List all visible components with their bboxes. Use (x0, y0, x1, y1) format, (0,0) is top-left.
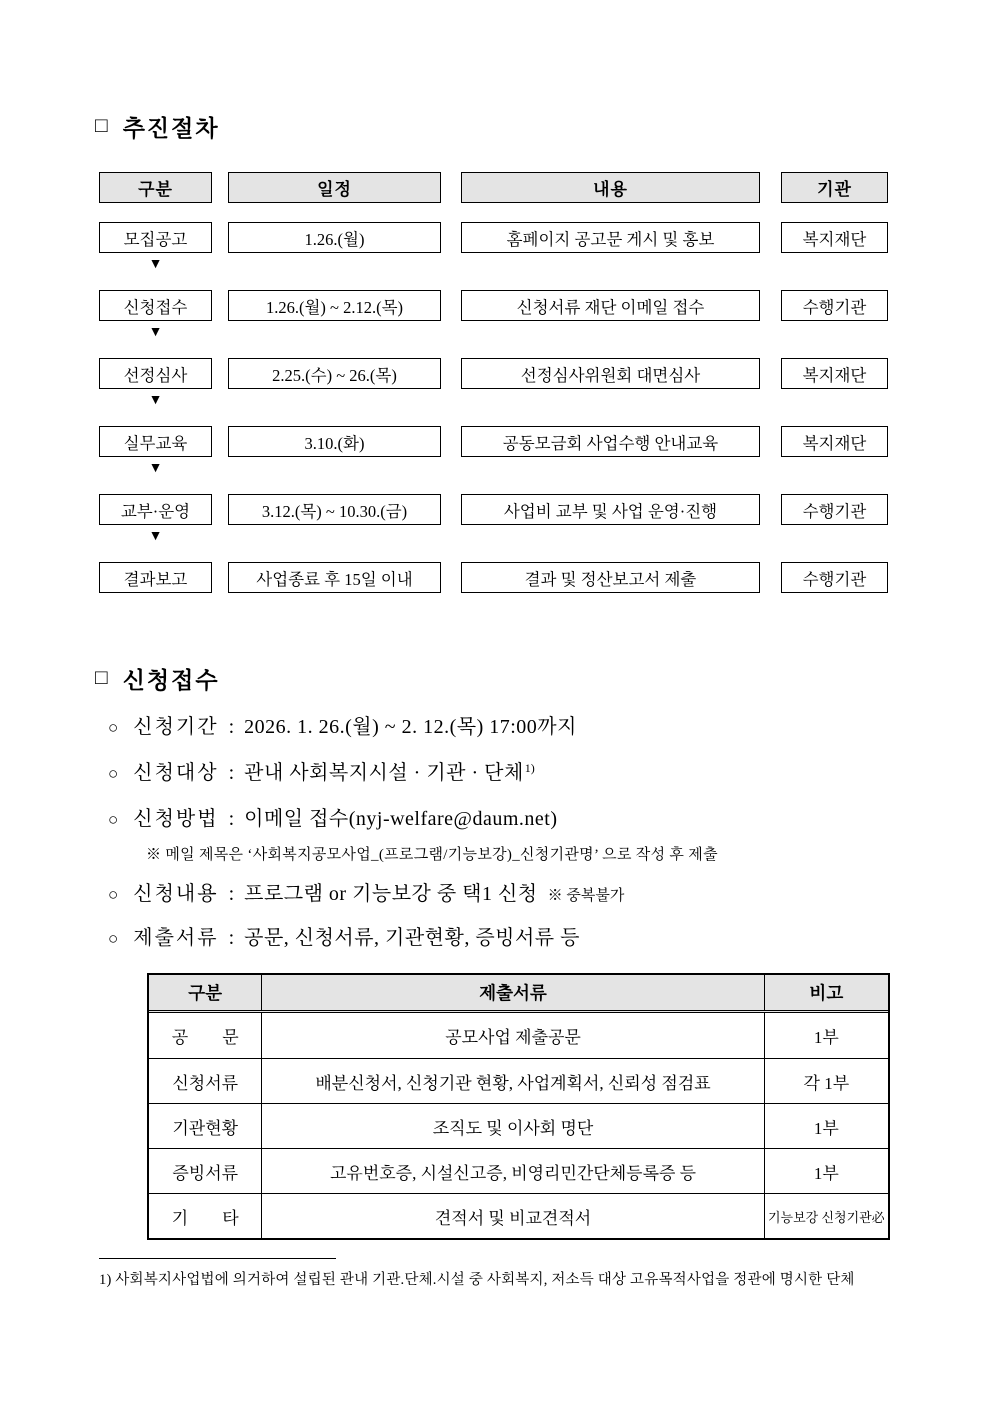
flow-content: 신청서류 재단 이메일 접수 (461, 290, 760, 321)
procedure-flowchart (99, 172, 888, 596)
cell-documents: 고유번호증, 시설신고증, 비영리민간단체등록증 등 (261, 1149, 763, 1193)
flow-row-application (99, 290, 888, 321)
flow-content: 선정심사위원회 대면심사 (461, 358, 760, 389)
cell-note: 1부 (764, 1013, 888, 1058)
flow-agency: 복지재단 (781, 358, 888, 389)
down-arrow-icon: ▼ (148, 325, 163, 340)
down-arrow-icon: ▼ (148, 461, 163, 476)
bullet-label: 신청대상 (133, 762, 219, 784)
flow-content: 공동모금회 사업수행 안내교육 (461, 426, 760, 457)
application-title-text: 신청접수 (122, 668, 220, 693)
col-header-note: 비고 (764, 975, 888, 1010)
flow-step: 결과보고 (99, 562, 212, 593)
bullet-value: 공문, 신청서류, 기관현황, 증빙서류 등 (244, 927, 580, 949)
flow-header-row (99, 172, 888, 203)
flow-schedule: 1.26.(월) (228, 222, 441, 253)
flow-step: 실무교육 (99, 426, 212, 457)
flow-content: 홈페이지 공고문 게시 및 홍보 (461, 222, 760, 253)
bullet-value: 관내 사회복지시설 · 기관 · 단체 (244, 762, 524, 784)
circle-bullet-icon: ○ (108, 810, 119, 829)
footnote-reference: 1) (524, 761, 535, 775)
table-row-evidence-docs (149, 1148, 888, 1193)
cell-category: 기관현황 (172, 1118, 239, 1138)
bullet-apply-content (108, 877, 624, 906)
cell-category: 신청서류 (172, 1073, 239, 1093)
flow-row-grant-operation (99, 494, 888, 525)
flow-agency: 복지재단 (781, 222, 888, 253)
bullet-colon: : (228, 762, 235, 784)
table-row-official-letter (149, 1013, 888, 1058)
flow-step: 신청접수 (99, 290, 212, 321)
table-row-etc (149, 1193, 888, 1238)
circle-bullet-icon: ○ (108, 929, 119, 948)
flow-header-schedule: 일정 (228, 172, 441, 203)
bullet-apply-method (108, 802, 558, 831)
bullet-colon: : (228, 808, 235, 830)
bullet-colon: : (228, 716, 235, 738)
flow-schedule: 3.12.(목) ~ 10.30.(금) (228, 494, 441, 525)
section-checkbox-icon: □ (95, 665, 110, 689)
no-duplicate-note: ※ 중복불가 (547, 888, 625, 904)
down-arrow-icon: ▼ (148, 393, 163, 408)
table-row-application-docs (149, 1058, 888, 1103)
section-checkbox-icon: □ (95, 113, 110, 137)
footnote-divider (99, 1258, 336, 1259)
cell-note: 1부 (764, 1149, 888, 1193)
flow-agency: 복지재단 (781, 426, 888, 457)
col-header-category: 구분 (188, 983, 223, 1003)
bullet-value: 이메일 접수(nyj-welfare@daum.net) (244, 808, 558, 830)
bullet-label: 신청기간 (133, 716, 219, 738)
bullet-value: 프로그램 or 기능보강 중 택1 신청 (244, 883, 538, 905)
down-arrow-icon: ▼ (148, 257, 163, 272)
documents-table (147, 973, 890, 1240)
cell-documents: 공모사업 제출공문 (261, 1013, 763, 1058)
flow-row-screening (99, 358, 888, 389)
cell-documents: 배분신청서, 신청기관 현황, 사업계획서, 신뢰성 점검표 (261, 1059, 763, 1103)
bullet-apply-period (108, 710, 577, 739)
flow-row-announcement (99, 222, 888, 253)
bullet-submit-documents (108, 921, 580, 950)
circle-bullet-icon: ○ (108, 764, 119, 783)
flow-header-content: 내용 (461, 172, 760, 203)
procedure-title-text: 추진절차 (122, 116, 220, 141)
procedure-section-title (95, 110, 220, 143)
down-arrow-icon: ▼ (148, 529, 163, 544)
flow-agency: 수행기관 (781, 562, 888, 593)
flow-agency: 수행기관 (781, 290, 888, 321)
flow-schedule: 3.10.(화) (228, 426, 441, 457)
cell-category: 증빙서류 (172, 1163, 239, 1183)
flow-agency: 수행기관 (781, 494, 888, 525)
col-header-documents: 제출서류 (261, 975, 763, 1010)
flow-schedule: 2.25.(수) ~ 26.(목) (228, 358, 441, 389)
flow-step: 선정심사 (99, 358, 212, 389)
bullet-label: 신청내용 (133, 883, 219, 905)
application-section-title (95, 662, 220, 695)
table-row-org-status (149, 1103, 888, 1148)
cell-category: 기 타 (171, 1208, 239, 1228)
flow-row-training (99, 426, 888, 457)
flow-step: 모집공고 (99, 222, 212, 253)
flow-step: 교부·운영 (99, 494, 212, 525)
cell-note: 기능보강 신청기관必 (764, 1194, 888, 1238)
email-title-note: ※ 메일 제목은 ‘사회복지공모사업_(프로그램/기능보강)_신청기관명’ 으로 작성 후 제출 (146, 847, 718, 863)
bullet-value: 2026. 1. 26.(월) ~ 2. 12.(목) 17:00까지 (244, 716, 577, 738)
flow-header-agency: 기관 (781, 172, 888, 203)
flow-row-result-report (99, 562, 888, 593)
flow-content: 사업비 교부 및 사업 운영·진행 (461, 494, 760, 525)
cell-documents: 견적서 및 비교견적서 (261, 1194, 763, 1238)
cell-note: 각 1부 (764, 1059, 888, 1103)
flow-schedule: 1.26.(월) ~ 2.12.(목) (228, 290, 441, 321)
bullet-apply-target (108, 756, 535, 785)
cell-category: 공 문 (171, 1028, 239, 1047)
bullet-label: 신청방법 (133, 808, 219, 830)
bullet-colon: : (228, 927, 235, 949)
circle-bullet-icon: ○ (108, 718, 119, 737)
flow-content: 결과 및 정산보고서 제출 (461, 562, 760, 593)
circle-bullet-icon: ○ (108, 885, 119, 904)
cell-documents: 조직도 및 이사회 명단 (261, 1104, 763, 1148)
cell-note: 1부 (764, 1104, 888, 1148)
bullet-label: 제출서류 (133, 927, 219, 949)
flow-header-category: 구분 (99, 172, 212, 203)
bullet-colon: : (228, 883, 235, 905)
documents-table-header (149, 975, 888, 1013)
footnote-text: 1) 사회복지사업법에 의거하여 설립된 관내 기관.단체.시설 중 사회복지, 저소득 대상 고유목적사업을 정관에 명시한 단체 (99, 1272, 855, 1288)
flow-schedule: 사업종료 후 15일 이내 (228, 562, 441, 593)
